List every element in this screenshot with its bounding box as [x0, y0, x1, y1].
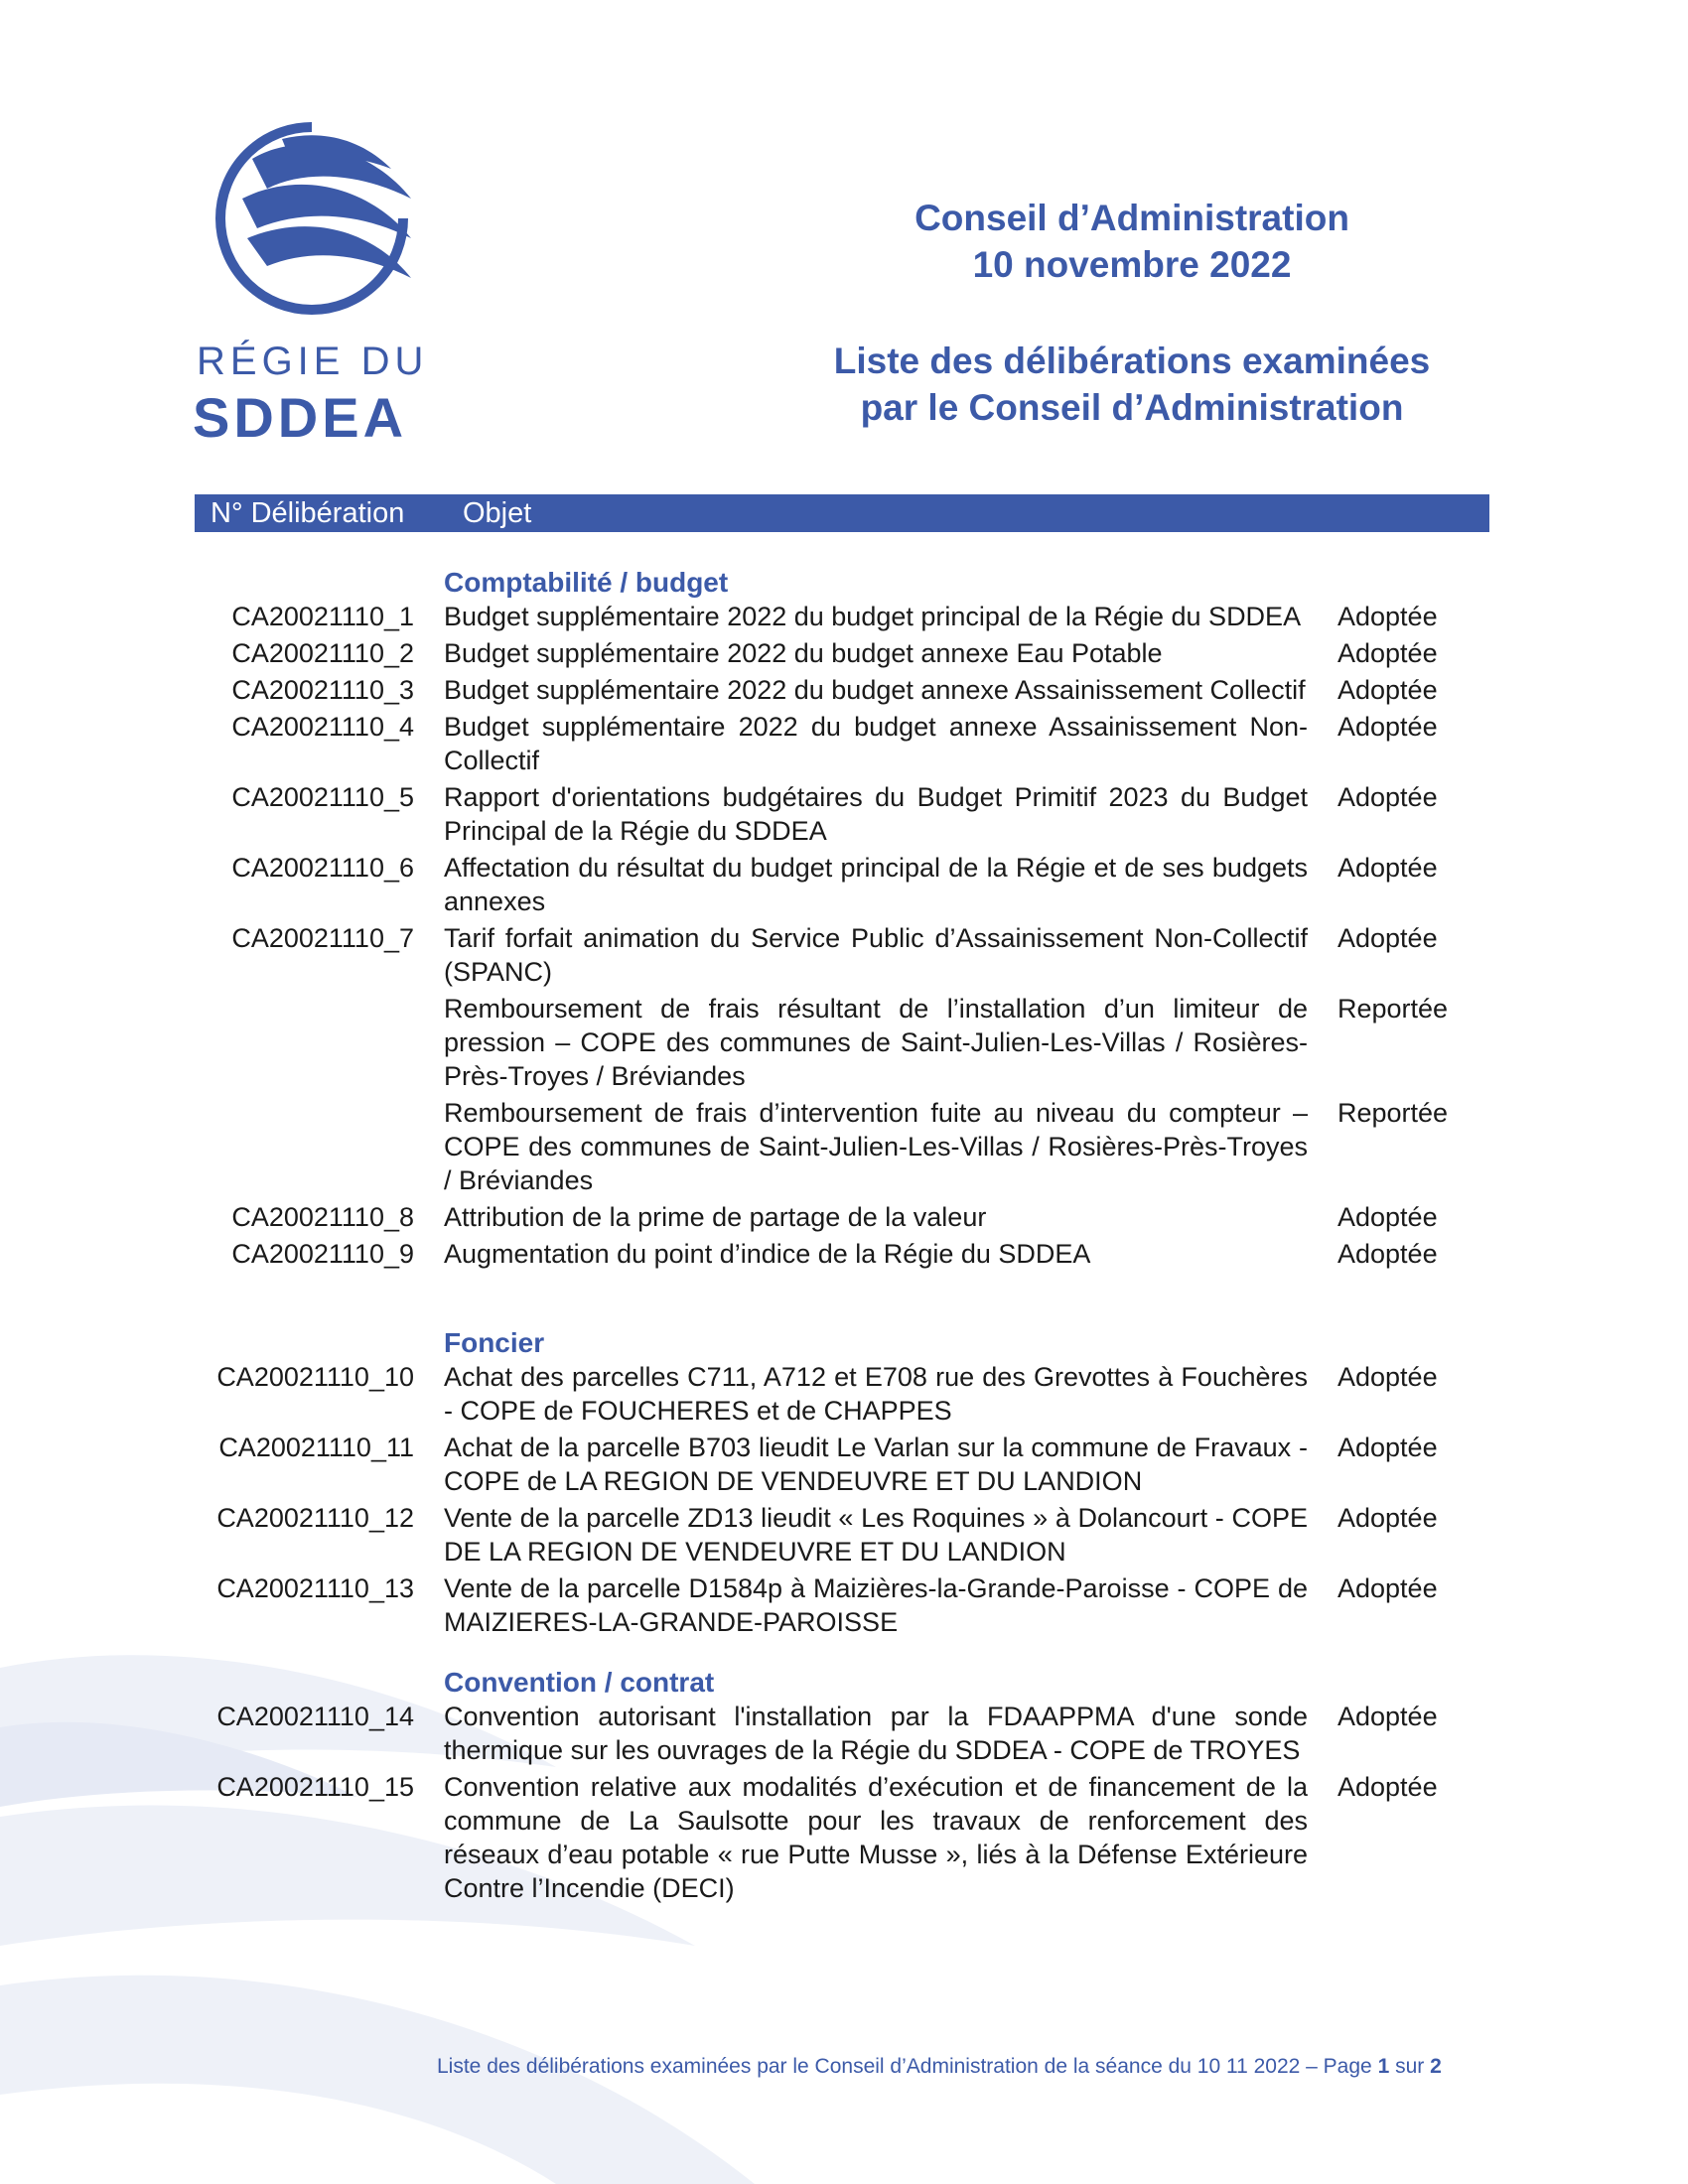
deliberation-row — [195, 1200, 1489, 1234]
wave-circle-icon — [212, 119, 411, 318]
section-spacer — [195, 1274, 1489, 1326]
deliberation-number: CA20021110_11 — [218, 1433, 414, 1462]
deliberation-row — [195, 600, 1489, 633]
deliberation-object: Tarif forfait animation du Service Public d’Assainissement Non-Collectif (SPANC) — [444, 923, 1308, 987]
footer-text: Liste des délibérations examinées par le Conseil d’Administration de la séance du 10 11 2022 – Page — [437, 2055, 1372, 2078]
deliberation-object: Augmentation du point d’indice de la Régie du SDDEA — [444, 1239, 1091, 1269]
deliberation-number: CA20021110_1 — [231, 602, 414, 631]
deliberation-status: Adoptée — [1337, 853, 1438, 883]
deliberations-list — [195, 566, 1489, 1908]
deliberation-number: CA20021110_6 — [231, 853, 414, 883]
deliberation-row — [195, 1571, 1489, 1639]
deliberation-number: CA20021110_12 — [216, 1503, 414, 1533]
deliberation-status: Adoptée — [1337, 1433, 1438, 1462]
organization-name-line2: SDDEA — [193, 386, 408, 449]
deliberation-status: Adoptée — [1337, 1772, 1438, 1802]
deliberation-row — [195, 780, 1489, 848]
deliberation-number — [195, 992, 414, 1093]
deliberation-status: Adoptée — [1337, 675, 1438, 705]
deliberation-object: Budget supplémentaire 2022 du budget principal de la Régie du SDDEA — [444, 602, 1302, 631]
organization-name-line1: RÉGIE DU — [197, 340, 429, 383]
section-spacer — [195, 1642, 1489, 1666]
deliberation-object: Convention autorisant l'installation par la FDAAPPMA d'une sonde thermique sur les ouvrages de la Régie du SDDEA - COPE de TROYES — [444, 1702, 1308, 1765]
column-header-number: N° Délibération — [211, 497, 405, 529]
deliberation-status: Adoptée — [1337, 1573, 1438, 1603]
section-title: Comptabilité / budget — [444, 567, 729, 598]
deliberation-status: Adoptée — [1337, 638, 1438, 668]
section — [195, 1666, 1489, 1908]
deliberation-object: Convention relative aux modalités d’exécution et de financement de la commune de La Saulsotte pour les travaux de renforcement des réseaux d’eau potable « rue Putte Musse », liés à la Défense Extérieure Contre l’Incendie (DECI) — [444, 1772, 1308, 1903]
deliberation-row — [195, 1501, 1489, 1569]
document-title-line: Liste des délibérations examinées — [833, 341, 1431, 381]
deliberation-object: Budget supplémentaire 2022 du budget annexe Assainissement Collectif — [444, 675, 1306, 705]
deliberation-object: Achat de la parcelle B703 lieudit Le Varlan sur la commune de Fravaux - COPE de LA REGION DE VENDEUVRE ET DU LANDION — [444, 1433, 1308, 1496]
deliberation-number: CA20021110_14 — [216, 1702, 414, 1731]
deliberation-row — [195, 1431, 1489, 1498]
deliberation-number: CA20021110_8 — [231, 1202, 414, 1232]
column-header-object: Objet — [463, 497, 532, 529]
page-footer — [437, 2055, 1442, 2079]
deliberation-row — [195, 1237, 1489, 1271]
deliberation-status: Adoptée — [1337, 712, 1438, 742]
deliberation-status: Adoptée — [1337, 1503, 1438, 1533]
meeting-title-line: Conseil d’Administration — [914, 198, 1349, 238]
deliberation-number: CA20021110_15 — [216, 1772, 414, 1802]
deliberation-object: Budget supplémentaire 2022 du budget annexe Assainissement Non-Collectif — [444, 712, 1308, 775]
deliberation-object: Remboursement de frais d’intervention fuite au niveau du compteur – COPE des communes de Saint-Julien-Les-Villas / Rosières-Près-Troyes / Bréviandes — [444, 1098, 1308, 1195]
document-title-line: par le Conseil d’Administration — [860, 387, 1404, 428]
deliberation-object: Achat des parcelles C711, A712 et E708 rue des Grevottes à Fouchères - COPE de FOUCHERES et de CHAPPES — [444, 1362, 1308, 1426]
section — [195, 566, 1489, 1274]
deliberation-status: Adoptée — [1337, 1362, 1438, 1392]
deliberation-object: Remboursement de frais résultant de l’installation d’un limiteur de pression – COPE des communes de Saint-Julien-Les-Villas / Rosières-Près-Troyes / Bréviandes — [444, 994, 1308, 1091]
section-title: Foncier — [444, 1327, 545, 1358]
organization-logo — [189, 119, 427, 457]
document-title — [755, 338, 1509, 431]
deliberation-status: Adoptée — [1337, 1202, 1438, 1232]
deliberation-object: Vente de la parcelle D1584p à Maizières-la-Grande-Paroisse - COPE de MAIZIERES-LA-GRANDE-PAROISSE — [444, 1573, 1308, 1637]
deliberation-number: CA20021110_7 — [231, 923, 414, 953]
footer-of: sur — [1395, 2055, 1425, 2078]
deliberation-number: CA20021110_10 — [216, 1362, 414, 1392]
deliberation-object: Vente de la parcelle ZD13 lieudit « Les Roquines » à Dolancourt - COPE DE LA REGION DE VENDEUVRE ET DU LANDION — [444, 1503, 1308, 1567]
footer-page-number: 1 — [1377, 2055, 1390, 2078]
meeting-date: 10 novembre 2022 — [972, 244, 1292, 285]
deliberation-object: Affectation du résultat du budget principal de la Régie et de ses budgets annexes — [444, 853, 1308, 916]
deliberation-number — [195, 1096, 414, 1197]
section-title: Convention / contrat — [444, 1667, 715, 1698]
deliberation-status: Reportée — [1337, 1098, 1449, 1128]
deliberation-number: CA20021110_2 — [231, 638, 414, 668]
deliberation-object: Rapport d'orientations budgétaires du Budget Primitif 2023 du Budget Principal de la Régie du SDDEA — [444, 782, 1308, 846]
deliberation-status: Adoptée — [1337, 1702, 1438, 1731]
deliberation-row — [195, 673, 1489, 707]
deliberation-row — [195, 1360, 1489, 1428]
deliberation-row — [195, 636, 1489, 670]
section — [195, 1326, 1489, 1642]
deliberation-number: CA20021110_13 — [216, 1573, 414, 1603]
deliberation-status: Adoptée — [1337, 782, 1438, 812]
deliberation-status: Adoptée — [1337, 602, 1438, 631]
deliberation-status: Adoptée — [1337, 923, 1438, 953]
deliberation-object: Budget supplémentaire 2022 du budget annexe Eau Potable — [444, 638, 1163, 668]
deliberation-row — [195, 1700, 1489, 1767]
deliberation-row — [195, 921, 1489, 989]
deliberation-object: Attribution de la prime de partage de la valeur — [444, 1202, 987, 1232]
table-header — [195, 494, 1489, 532]
deliberation-number: CA20021110_5 — [231, 782, 414, 812]
deliberation-number: CA20021110_9 — [231, 1239, 414, 1269]
deliberation-status: Reportée — [1337, 994, 1449, 1024]
deliberation-row — [195, 851, 1489, 918]
deliberation-row — [195, 1096, 1489, 1197]
deliberation-row — [195, 1770, 1489, 1905]
deliberation-number: CA20021110_4 — [231, 712, 414, 742]
deliberation-number: CA20021110_3 — [231, 675, 414, 705]
footer-page-total: 2 — [1430, 2055, 1442, 2078]
deliberation-row — [195, 710, 1489, 777]
meeting-title — [755, 195, 1509, 288]
deliberation-row — [195, 992, 1489, 1093]
deliberation-status: Adoptée — [1337, 1239, 1438, 1269]
